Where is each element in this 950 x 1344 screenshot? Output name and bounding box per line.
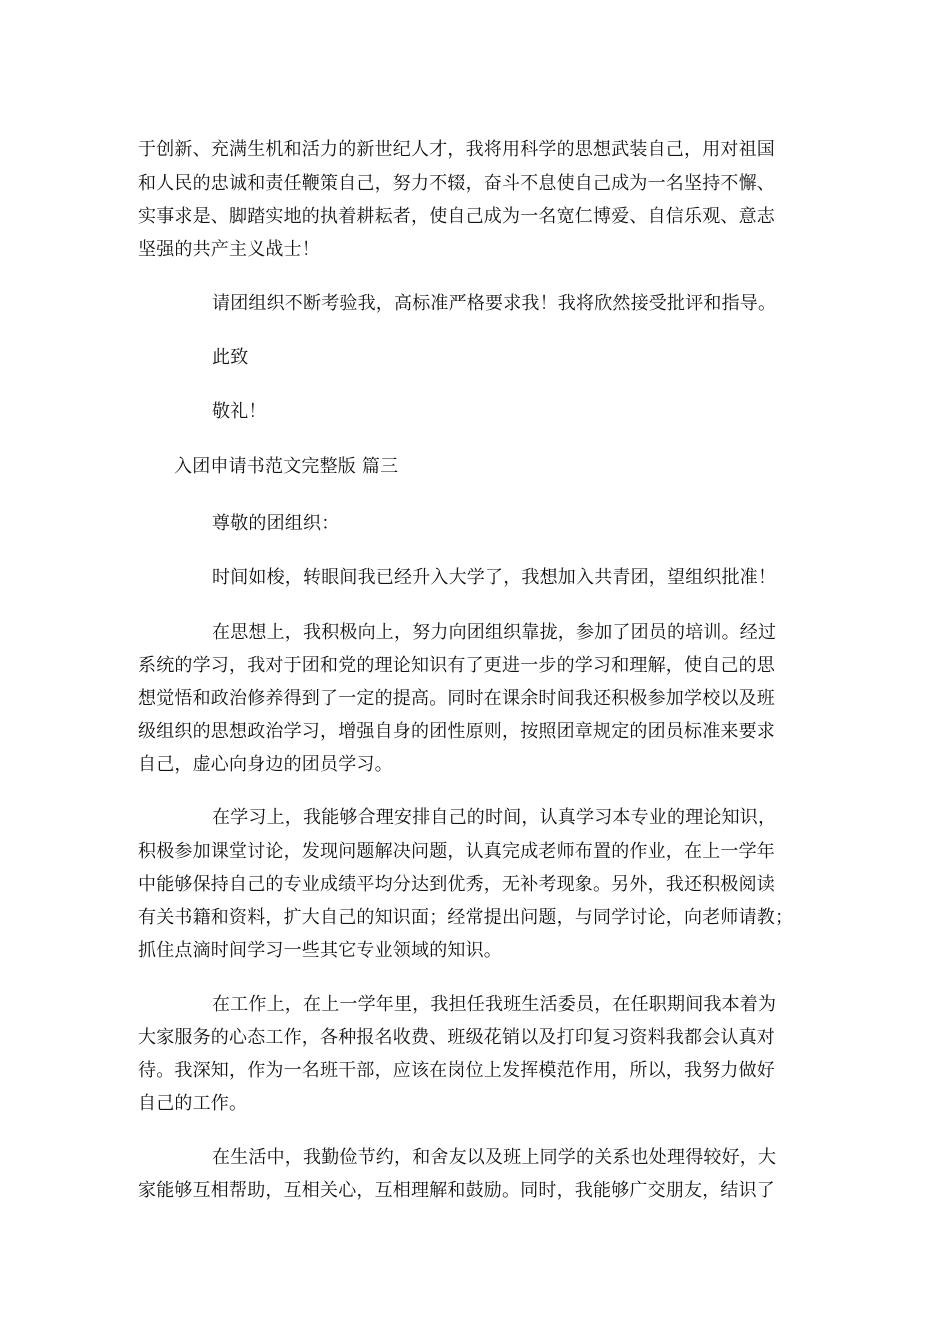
text-line: 抓住点滴时间学习一些其它专业领域的知识。 [138,940,502,961]
section-heading: 入团申请书范文完整版 篇三 [174,456,399,477]
text-line: 坚强的共产主义战士！ [138,239,320,260]
paragraph-request-test: 请团组织不断考验我，高标准严格要求我！我将欣然接受批评和指导。 [212,293,777,314]
text-line: 在生活中，我勤俭节约，和舍友以及班上同学的关系也处理得较好，大 [212,1147,777,1168]
text-line: 于创新、充满生机和活力的新世纪人才，我将用科学的思想武装自己，用对祖国 [138,139,775,160]
text-line: 系统的学习，我对于团和党的理论知识有了更进一步的学习和理解，使自己的思 [138,655,775,676]
text-line: 积极参加课堂讨论，发现问题解决问题，认真完成老师布置的作业，在上一学年 [138,841,775,862]
text-line: 有关书籍和资料，扩大自己的知识面；经常提出问题，与同学讨论，向老师请教； [138,907,794,928]
text-line: 大家服务的心态工作，各种报名收费、班级花销以及打印复习资料我都会认真对 [138,1027,775,1048]
text-line: 在学习上，我能够合理安排自己的时间，认真学习本专业的理论知识， [212,807,777,828]
text-line: 级组织的思想政治学习，增强自身的团性原则，按照团章规定的团员标准来要求 [138,721,775,742]
text-line: 家能够互相帮助，互相关心，互相理解和鼓励。同时，我能够广交朋友，结识了 [138,1180,775,1201]
text-line: 实事求是、脚踏实地的执着耕耘者，使自己成为一名宽仁博爱、自信乐观、意志 [138,206,775,227]
text-line: 在工作上，在上一学年里，我担任我班生活委员，在任职期间我本着为 [212,994,777,1015]
text-line: 和人民的忠诚和责任鞭策自己，努力不辍，奋斗不息使自己成为一名坚持不懈、 [138,173,775,194]
text-line: 想觉悟和政治修养得到了一定的提高。同时在课余时间我还积极参加学校以及班 [138,688,775,709]
salutation: 尊敬的团组织： [212,513,340,534]
text-line: 自己的工作。 [138,1093,248,1114]
closing-cizhi: 此致 [212,347,249,368]
text-line: 待。我深知，作为一名班干部，应该在岗位上发挥模范作用，所以，我努力做好 [138,1060,775,1081]
text-line: 自己，虚心向身边的团员学习。 [138,754,393,775]
closing-jingli: 敬礼！ [212,401,267,422]
text-line: 在思想上，我积极向上，努力向团组织靠拢，参加了团员的培训。经过 [212,622,777,643]
paragraph-intro: 时间如梭，转眼间我已经升入大学了，我想加入共青团，望组织批准！ [212,567,777,588]
text-line: 中能够保持自己的专业成绩平均分达到优秀，无补考现象。另外，我还积极阅读 [138,874,775,895]
